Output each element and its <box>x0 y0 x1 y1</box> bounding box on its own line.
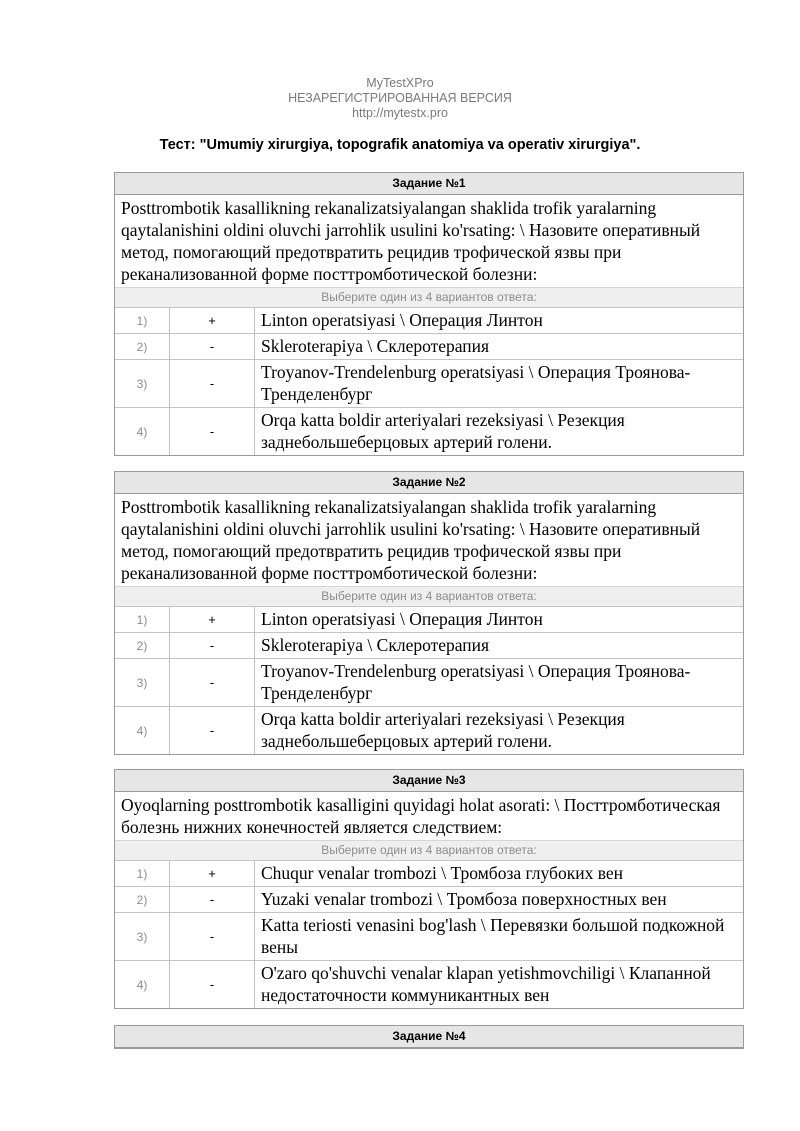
answer-number: 2) <box>115 633 170 658</box>
answer-prompt: Выберите один из 4 вариантов ответа: <box>115 586 743 606</box>
answer-mark: - <box>170 360 255 407</box>
answer-text: Troyanov-Trendelenburg operatsiyasi \ Операция Троянова-Тренделенбург <box>261 362 691 404</box>
answer-number: 4) <box>115 961 170 1008</box>
answer-text: Linton operatsiyasi \ Операция Линтон <box>261 609 543 629</box>
answer-row <box>115 960 743 1008</box>
answer-number: 3) <box>115 659 170 706</box>
answer-row <box>115 860 743 886</box>
question-text: Posttrombotik kasallikning rekanalizatsiyalangan shaklida trofik yaralarning qaytalanishini oldini oluvchi jarrohlik usulini ko'rsating: \ Назовите оперативный метод, помогающий предотвратить рецидив трофической язвы при реканализованной форме посттромботической болезни: <box>121 497 701 583</box>
answer-mark: + <box>170 607 255 632</box>
answer-number: 3) <box>115 913 170 960</box>
answer-text: Troyanov-Trendelenburg operatsiyasi \ Операция Троянова-Тренделенбург <box>261 661 691 703</box>
answer-mark: + <box>170 861 255 886</box>
answer-row <box>115 886 743 912</box>
answer-mark: + <box>170 308 255 333</box>
answer-text: Orqa katta boldir arteriyalari rezeksiyasi \ Резекция заднебольшеберцовых артерий голени. <box>261 410 625 452</box>
task-header: Задание №2 <box>115 472 743 494</box>
answer-text: Skleroterapiya \ Склеротерапия <box>261 635 490 655</box>
answer-mark: - <box>170 961 255 1008</box>
answer-mark: - <box>170 887 255 912</box>
task-header: Задание №1 <box>115 173 743 195</box>
answer-row <box>115 632 743 658</box>
answer-row <box>115 359 743 407</box>
question-text: Oyoqlarning posttrombotik kasalligini quyidagi holat asorati: \ Посттромботическая болезнь нижних конечностей является следствием: <box>121 795 721 837</box>
answer-mark: - <box>170 913 255 960</box>
question-text: Posttrombotik kasallikning rekanalizatsiyalangan shaklida trofik yaralarning qaytalanishini oldini oluvchi jarrohlik usulini ko'rsating: \ Назовите оперативный метод, помогающий предотвратить рецидив трофической язвы при реканализованной форме посттромботической болезни: <box>121 198 701 284</box>
test-title: Тест: "Umumiy xirurgiya, topografik anatomiya va operativ xirurgiya". <box>159 137 641 153</box>
answer-row <box>115 333 743 359</box>
answer-number: 1) <box>115 861 170 886</box>
task-header: Задание №3 <box>115 770 743 792</box>
answer-mark: - <box>170 408 255 455</box>
watermark-app-name: MyTestXPro <box>366 76 434 90</box>
answer-row <box>115 912 743 960</box>
answer-mark: - <box>170 707 255 754</box>
answer-text: Chuqur venalar trombozi \ Тромбоза глубоких вен <box>261 863 623 883</box>
watermark-unregistered: НЕЗАРЕГИСТРИРОВАННАЯ ВЕРСИЯ <box>288 91 512 105</box>
answer-number: 1) <box>115 607 170 632</box>
task-block <box>114 172 744 456</box>
answer-text: O'zaro qo'shuvchi venalar klapan yetishmovchiligi \ Клапанной недостаточности коммуникантных вен <box>261 963 711 1005</box>
answer-row <box>115 706 743 754</box>
answer-text: Orqa katta boldir arteriyalari rezeksiyasi \ Резекция заднебольшеберцовых артерий голени. <box>261 709 625 751</box>
answer-number: 2) <box>115 334 170 359</box>
watermark <box>0 76 800 121</box>
answer-mark: - <box>170 334 255 359</box>
answer-number: 2) <box>115 887 170 912</box>
watermark-url: http://mytestx.pro <box>352 106 448 120</box>
task-block <box>114 1025 744 1049</box>
answer-mark: - <box>170 659 255 706</box>
answer-number: 4) <box>115 707 170 754</box>
answer-row <box>115 407 743 455</box>
answer-text: Skleroterapiya \ Склеротерапия <box>261 336 490 356</box>
answer-text: Linton operatsiyasi \ Операция Линтон <box>261 310 543 330</box>
answer-number: 3) <box>115 360 170 407</box>
answer-prompt: Выберите один из 4 вариантов ответа: <box>115 287 743 307</box>
task-block <box>114 471 744 755</box>
task-block <box>114 769 744 1009</box>
answer-text: Katta teriosti venasini bog'lash \ Перевязки большой подкожной вены <box>261 915 725 957</box>
answer-row <box>115 606 743 632</box>
answer-text: Yuzaki venalar trombozi \ Тромбоза поверхностных вен <box>261 889 667 909</box>
answer-mark: - <box>170 633 255 658</box>
answer-row <box>115 658 743 706</box>
answer-number: 1) <box>115 308 170 333</box>
task-header: Задание №4 <box>115 1026 743 1048</box>
answer-prompt: Выберите один из 4 вариантов ответа: <box>115 840 743 860</box>
answer-number: 4) <box>115 408 170 455</box>
answer-row <box>115 307 743 333</box>
